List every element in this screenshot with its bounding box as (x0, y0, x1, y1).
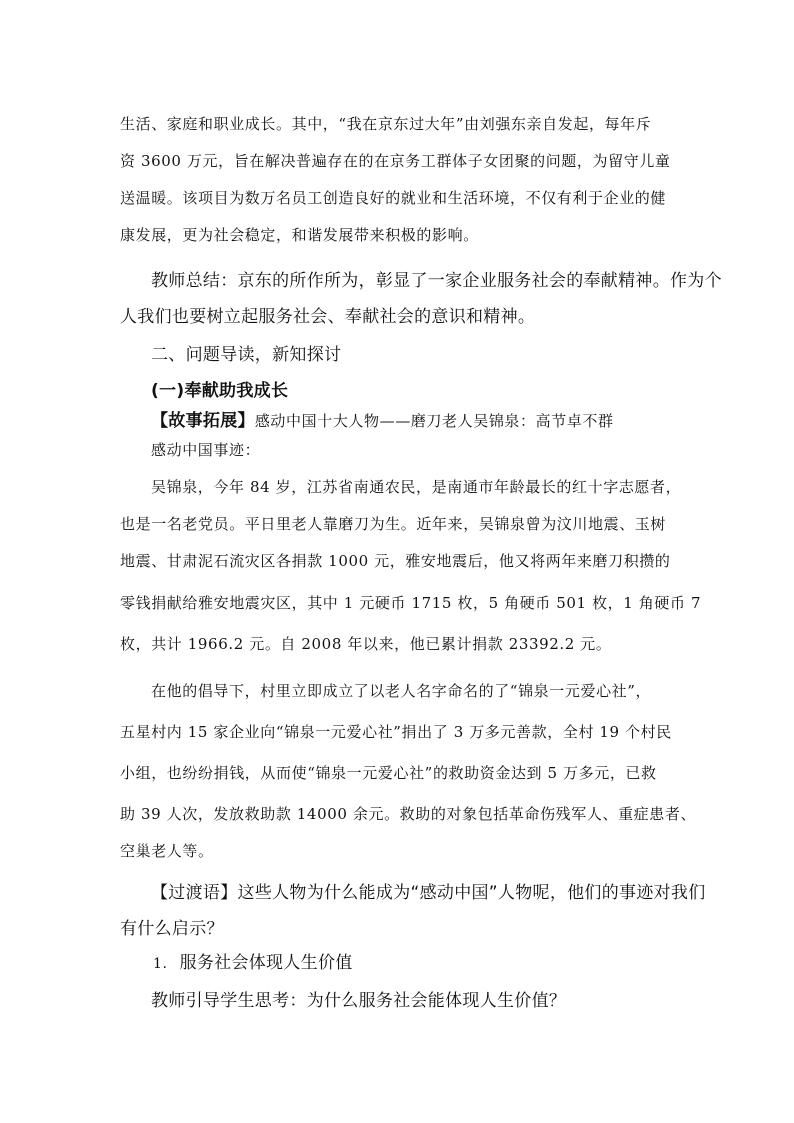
fund-paragraph-line-1: 在他的倡导下，村里立即成立了以老人名字命名的了“锦泉一元爱心社”， (151, 682, 652, 700)
fund-paragraph-line-3: 小组，也纷纷捐钱，从而使“锦泉一元爱心社”的救助资金达到 5 万多元，已救 (120, 764, 657, 782)
wu-paragraph-line-2: 也是一名老党员。平日里老人靠磨刀为生。近年来，吴锦泉曾为汶川地震、玉树 (120, 515, 667, 533)
wu-paragraph-line-5: 枚，共计 1966.2 元。自 2008 年以来，他已累计捐款 23392.2 元。 (120, 635, 612, 653)
wu-paragraph-line-3: 地震、甘肃泥石流灾区各捐款 1000 元，雅安地震后，他又将两年来磨刀积攒的 (120, 552, 671, 570)
teacher-summary-line-1: 教师总结：京东的所作所为，彰显了一家企业服务社会的奉献精神。作为个 (151, 271, 722, 291)
jd-paragraph-line-2: 资 3600 万元，旨在解决普遍存在的在京务工群体子女团聚的问题，为留守儿童 (120, 152, 671, 170)
touching-deeds-label: 感动中国事迹： (151, 441, 261, 459)
teacher-summary-line-2: 人我们也要树立起服务社会、奉献社会的意识和精神。 (120, 307, 536, 327)
transition-line-1 (151, 878, 706, 903)
story-extension-tag: 【故事拓展】 (151, 411, 255, 431)
transition-text: 这些人物为什么能成为“感动中国”人物呢，他们的事迹对我们 (237, 883, 706, 903)
point-one-number: 1. (153, 956, 168, 972)
subsection-one-heading: (一)奉献助我成长 (151, 381, 289, 401)
teacher-guide: 教师引导学生思考：为什么服务社会能体现人生价值？ (151, 991, 567, 1011)
wu-paragraph-line-4: 零钱捐献给雅安地震灾区，其中 1 元硬币 1715 枚，5 角硬币 501 枚，1 角硬币 7 (120, 594, 702, 612)
story-extension-title: 感动中国十大人物——磨刀老人吴锦泉：高节卓不群 (254, 412, 614, 430)
jd-paragraph-line-4: 康发展，更为社会稳定，和谐发展带来积极的影响。 (120, 226, 479, 244)
transition-tag: 【过渡语】 (151, 883, 238, 903)
fund-paragraph-line-5: 空巢老人等。 (120, 842, 214, 860)
story-extension-line (151, 406, 614, 431)
transition-line-2: 有什么启示？ (120, 919, 224, 939)
jd-paragraph-line-1: 生活、家庭和职业成长。其中，“我在京东过大年”由刘强东亲自发起，每年斥 (120, 115, 652, 133)
jd-paragraph-line-3: 送温暖。该项目为数万名员工创造良好的就业和生活环境，不仅有利于企业的健 (120, 189, 667, 207)
section-two-heading: 二、问题导读，新知探讨 (151, 345, 342, 365)
point-one-text: 服务社会体现人生价值 (179, 953, 353, 973)
point-one (153, 948, 353, 973)
wu-paragraph-line-1: 吴锦泉，今年 84 岁，江苏省南通农民，是南通市年龄最长的红十字志愿者， (151, 478, 682, 496)
fund-paragraph-line-2: 五星村内 15 家企业向“锦泉一元爱心社”捐出了 3 万多元善款，全村 19 个村民 (120, 723, 672, 741)
fund-paragraph-line-4: 助 39 人次，发放救助款 14000 余元。救助的对象包括革命伤残军人、重症患者、 (120, 805, 697, 823)
